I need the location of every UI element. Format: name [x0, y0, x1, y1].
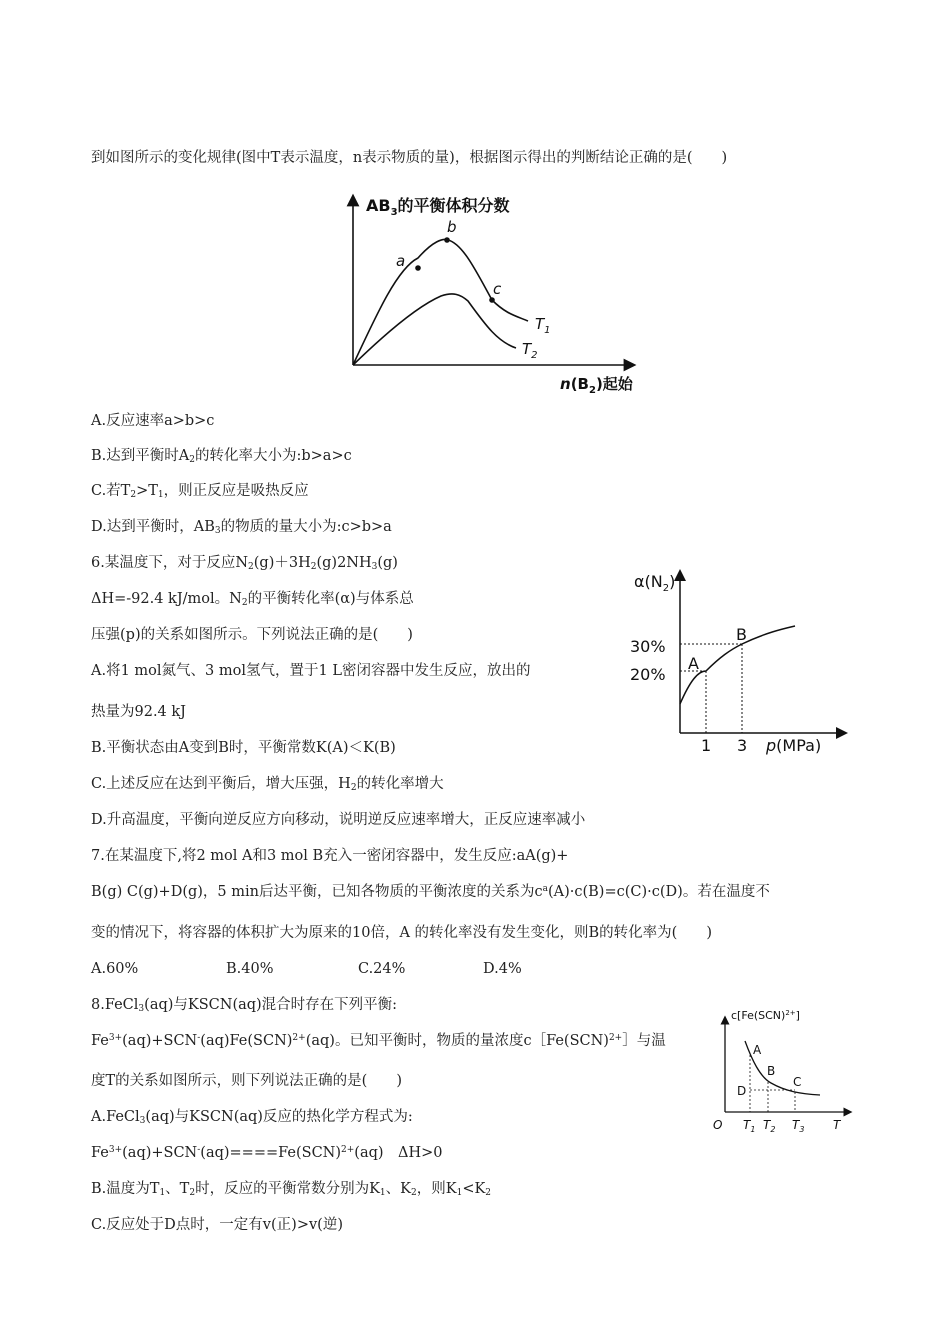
q6-option-c: C.上述反应在达到平衡后，增大压强，$H_2$的转化率增大 — [91, 776, 444, 793]
q5-option-a: A.反应速率a>b>c — [91, 413, 215, 429]
fig1-x-label: $n(B_2)$起始 — [560, 375, 633, 396]
fig1-label-a: a — [396, 252, 406, 270]
q8-option-c: C.反应处于D点时，一定有v(正)>v(逆) — [91, 1217, 343, 1233]
fig2-x-label: p(MPa) — [766, 736, 822, 755]
fig3-label-a: A — [753, 1043, 762, 1057]
question-intro: 到如图所示的变化规律(图中T表示温度，n表示物质的量)，根据图示得出的判断结论正确的是( ) — [91, 150, 728, 166]
fig2-label-a: A — [688, 654, 699, 673]
q7-option-b: B.40% — [226, 961, 274, 977]
figure-n2-conversion — [620, 563, 850, 763]
q8-stem-line1: 8.FeCl$_3$(aq)与KSCN(aq)混合时存在下列平衡: — [91, 997, 398, 1014]
fig3-label-c: C — [793, 1075, 802, 1089]
q7-stem-line3: 变的情况下，将容器的体积扩大为原来的10倍，A 的转化率没有发生变化，则B的转化率为( ) — [91, 925, 712, 941]
q8-option-b: B.温度为$T_1$、$T_2$时，反应的平衡常数分别为$K_1$、$K_2$，则$K_1<K_2$ — [91, 1181, 492, 1198]
fig2-x-tick-3: 3 — [737, 736, 748, 755]
fig1-y-label: $AB_3$的平衡体积分数 — [366, 196, 510, 218]
fig2-tick-30: 30% — [630, 637, 666, 656]
q8-option-a-line1: A.FeCl$_3$(aq)与KSCN(aq)反应的热化学方程式为: — [91, 1109, 413, 1126]
fig2-label-b: B — [736, 625, 747, 644]
q7-option-d: D.4% — [483, 961, 522, 977]
fig1-point-b — [444, 237, 450, 243]
fig3-origin: O — [713, 1118, 723, 1132]
q8-stem-line2: $Fe^{3+}(aq)+SCN^-(aq)Fe(SCN)^{2+}(aq)$。已知平衡时，物质的量浓度c［Fe(SCN)$^{2+}$］与温 — [91, 1033, 666, 1049]
fig1-curve-t1 — [353, 239, 528, 365]
q5-option-d: D.达到平衡时，$AB_3$的物质的量大小为:c>b>a — [91, 519, 392, 536]
q7-option-a: A.60% — [91, 961, 139, 977]
q5-option-b: B.达到平衡时$A_2$的转化率大小为:b>a>c — [91, 448, 352, 465]
q7-option-c: C.24% — [358, 961, 406, 977]
fig1-label-b: b — [447, 218, 457, 236]
q6-option-b: B.平衡状态由A变到B时，平衡常数K(A)＜K(B) — [91, 740, 396, 756]
q7-stem-line2: B(g) C(g)+D(g)，5 min后达平衡，已知各物质的平衡浓度的关系为$c^a(A)\cdot c(B)=c(C)\cdot c(D)$。若在温度不 — [91, 884, 770, 900]
q6-option-a-line2: 热量为92.4 kJ — [91, 704, 186, 720]
q7-stem-line1: 7.在某温度下,将2 mol A和3 mol B充入一密闭容器中，发生反应:aA(g)+ — [91, 848, 569, 864]
fig2-tick-20: 20% — [630, 665, 666, 684]
q5-option-c: C.若$T_2>T_1$，则正反应是吸热反应 — [91, 483, 309, 500]
q6-option-a-line1: A.将1 mol氮气、3 mol氢气，置于1 L密闭容器中发生反应，放出的 — [91, 663, 531, 679]
fig1-point-c — [489, 297, 495, 303]
fig1-label-c: c — [493, 280, 502, 298]
fig3-x-label: T — [833, 1118, 841, 1132]
q8-stem-line3: 度T的关系如图所示，则下列说法正确的是( ) — [91, 1073, 402, 1089]
q8-option-a-line2: $Fe^{3+}(aq)+SCN^-(aq)====Fe(SCN)^{2+}(aq)$ ΔH>0 — [91, 1145, 443, 1161]
fig2-x-tick-1: 1 — [701, 736, 712, 755]
q6-stem-line3: 压强(p)的关系如图所示。下列说法正确的是( ) — [91, 627, 413, 643]
fig3-label-d: D — [737, 1084, 747, 1098]
fig3-label-b: B — [767, 1064, 776, 1078]
figure-fe-scn-concentration — [705, 1005, 860, 1140]
fig1-label-t1: $T_1$ — [535, 315, 551, 336]
fig3-tick-t1: $T_1$ — [743, 1118, 756, 1134]
fig2-y-label: $\alpha(N_2)$ — [634, 572, 676, 594]
figure-ab3-volume-fraction — [338, 186, 648, 396]
fig3-tick-t2: $T_2$ — [763, 1118, 776, 1134]
fig1-curve-t2 — [353, 294, 516, 365]
fig3-y-label: c[Fe(SCN)$^{2+}$] — [731, 1009, 800, 1022]
q6-stem-line2: ΔH=-92.4 kJ/mol。$N_2$的平衡转化率(α)与体系总 — [91, 591, 414, 608]
fig1-point-a — [415, 265, 421, 271]
q6-stem-line1: 6.某温度下，对于反应$N_2(g)+3H_2(g)2NH_3(g)$ — [91, 555, 398, 572]
q6-option-d: D.升高温度，平衡向逆反应方向移动，说明逆反应速率增大，正反应速率减小 — [91, 812, 586, 828]
fig1-label-t2: $T_2$ — [522, 340, 538, 361]
fig3-tick-t3: $T_3$ — [792, 1118, 805, 1134]
